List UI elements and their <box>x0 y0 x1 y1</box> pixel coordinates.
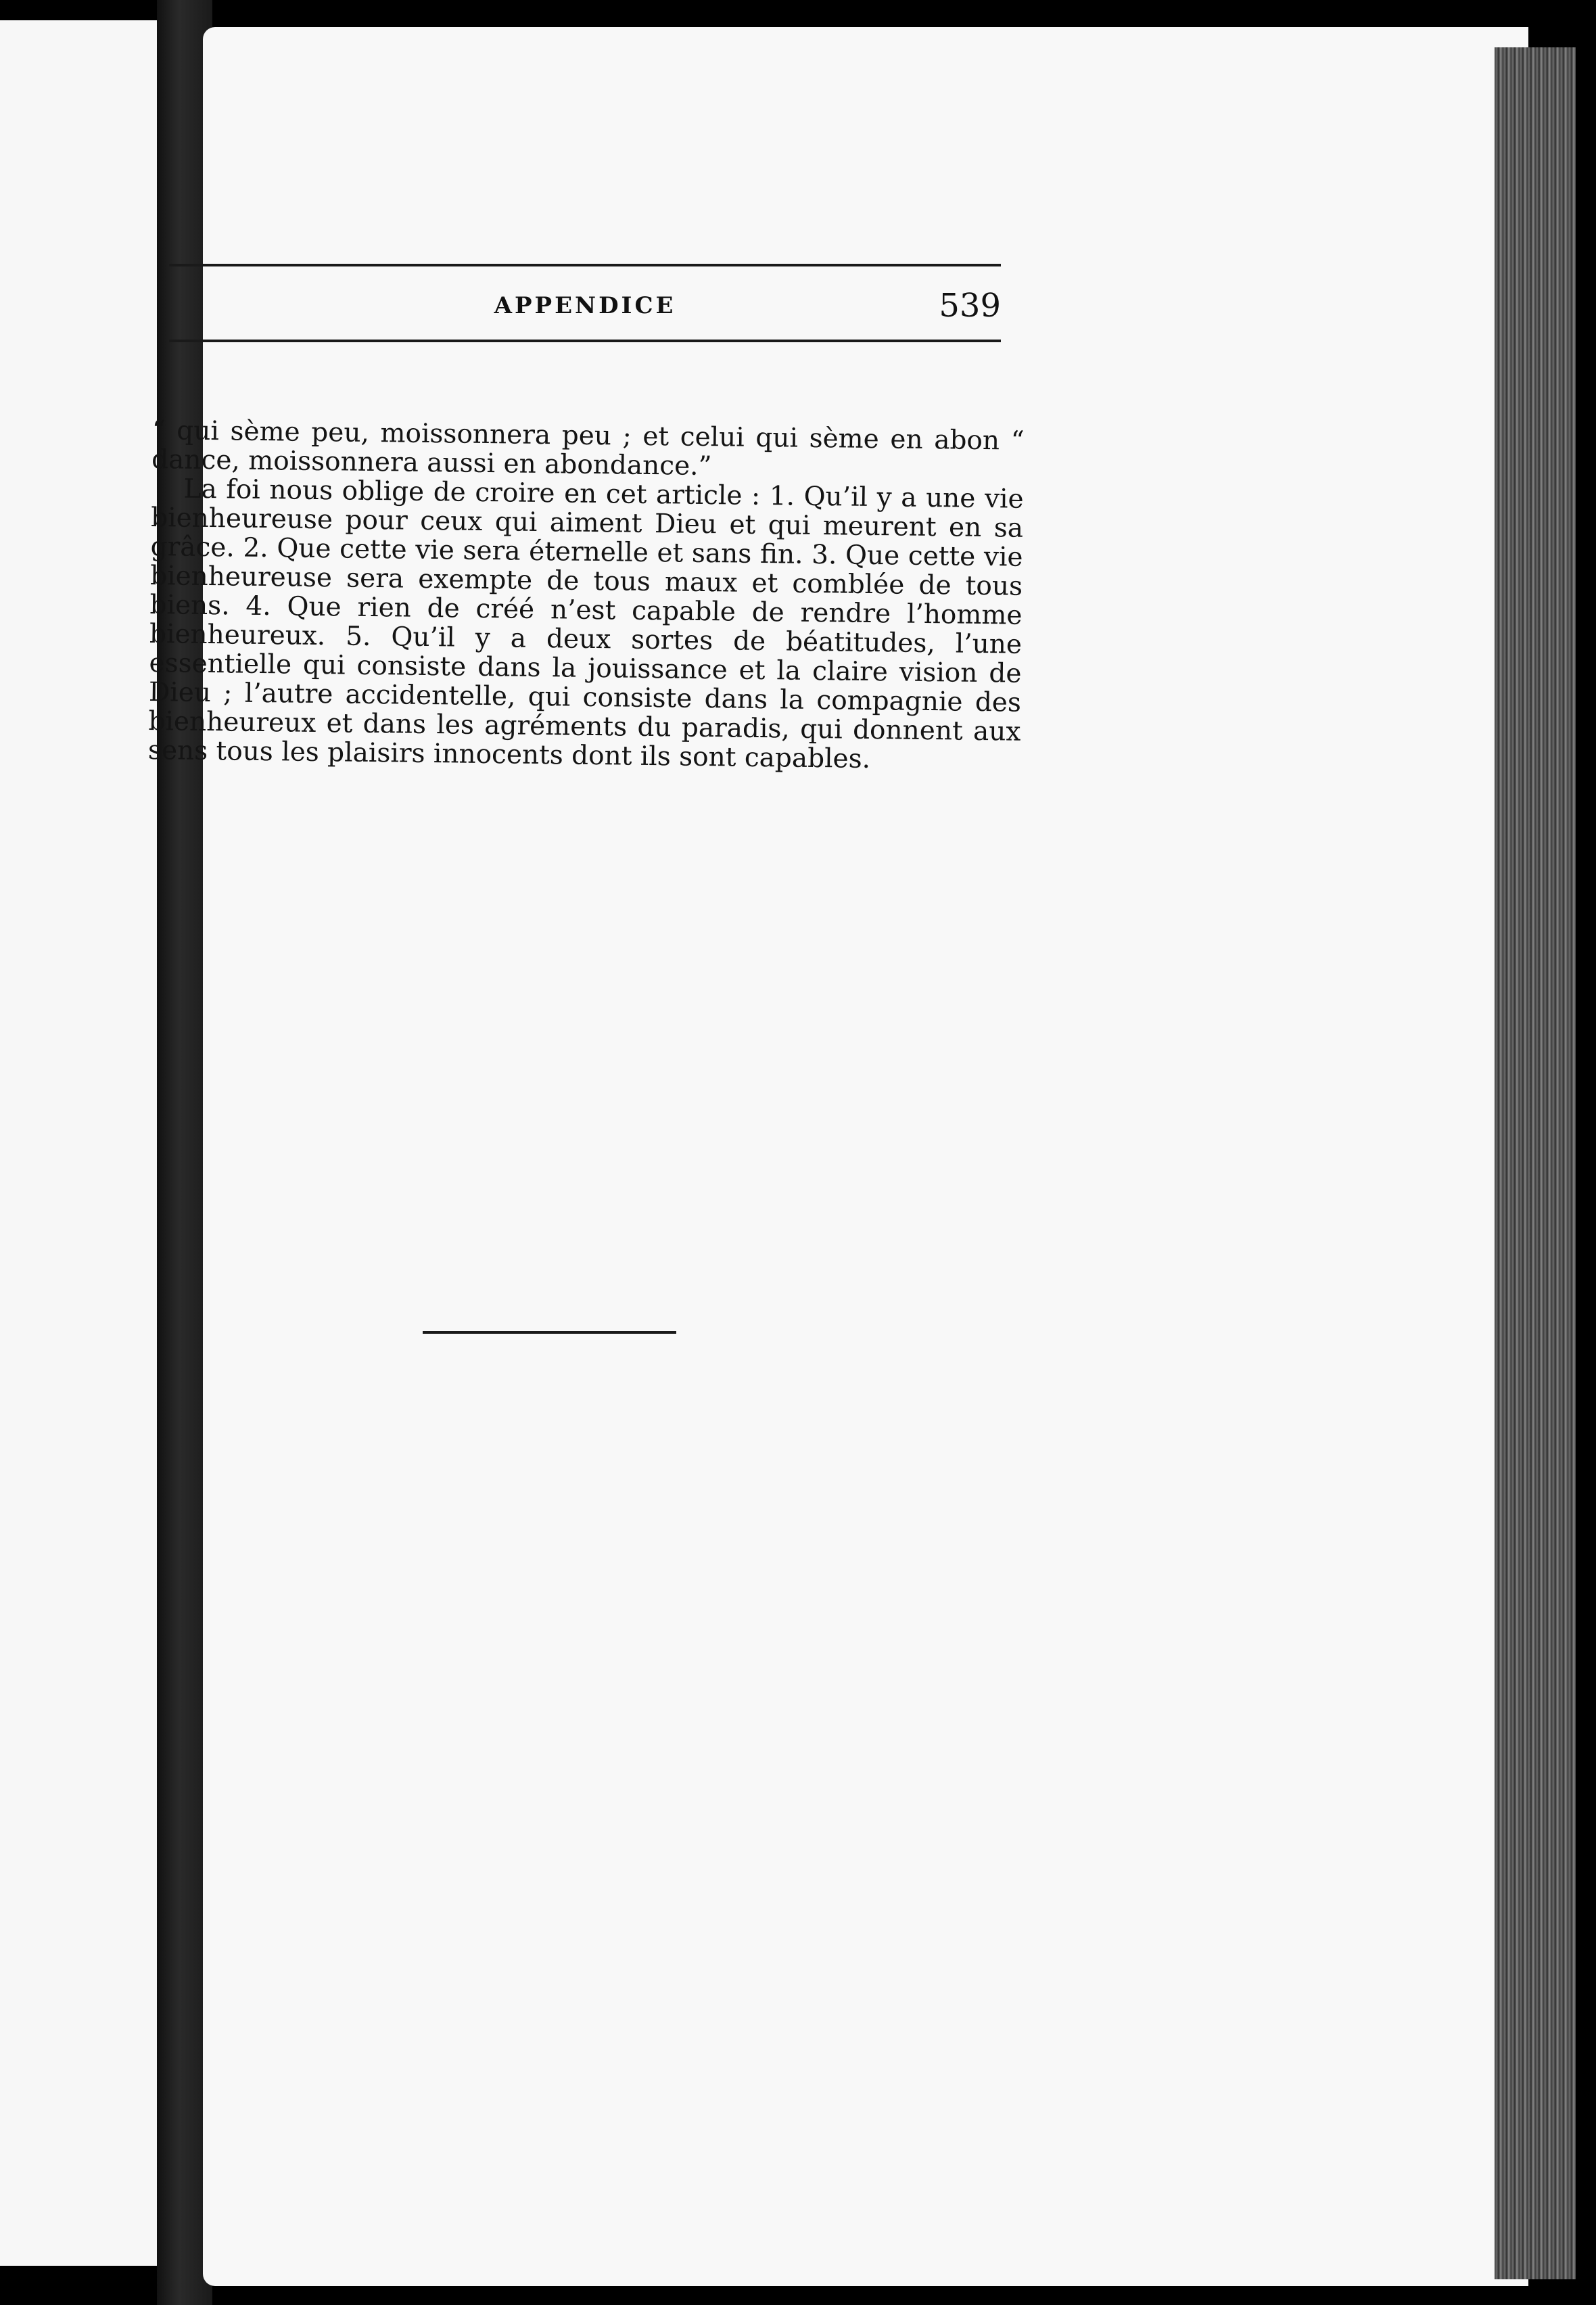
head-bottom-rule <box>169 340 1001 342</box>
head-row <box>169 266 1001 340</box>
book-page <box>203 27 1528 2286</box>
running-title: APPENDICE <box>494 292 676 319</box>
page-edges <box>1495 47 1576 2279</box>
section-end-rule <box>423 1331 676 1334</box>
running-head <box>169 264 1001 342</box>
paragraph-continuation: “ qui sème peu, moissonnera peu ; et celui qui sème en abon “ dance, moissonnera aussi en abondance.” <box>151 415 1025 482</box>
page-number: 539 <box>939 287 1001 325</box>
facing-page-edge <box>0 20 157 2266</box>
paragraph-article: La foi nous oblige de croire en cet article : 1. Qu’il y a une vie bienheureuse pour ceux qui aiment Dieu et qui meurent en sa grâce. 2. Que cette vie sera éternelle et sans fin. 3. Que cette vie bienheureuse sera exempte de tous maux et comblée de tous biens. 4. Que rien de créé n’est capable de rendre l’homme bienheureux. 5. Qu’il y a deux sortes de béatitudes, l’une essentielle qui consiste dans la jouissance et la claire vision de Dieu ; l’autre accidentelle, qui consiste dans la compagnie des bienheureux et dans les agréments du paradis, qui donnent aux sens tous les plaisirs innocents dont ils sont capables. <box>147 473 1024 775</box>
body-text <box>148 416 1025 776</box>
